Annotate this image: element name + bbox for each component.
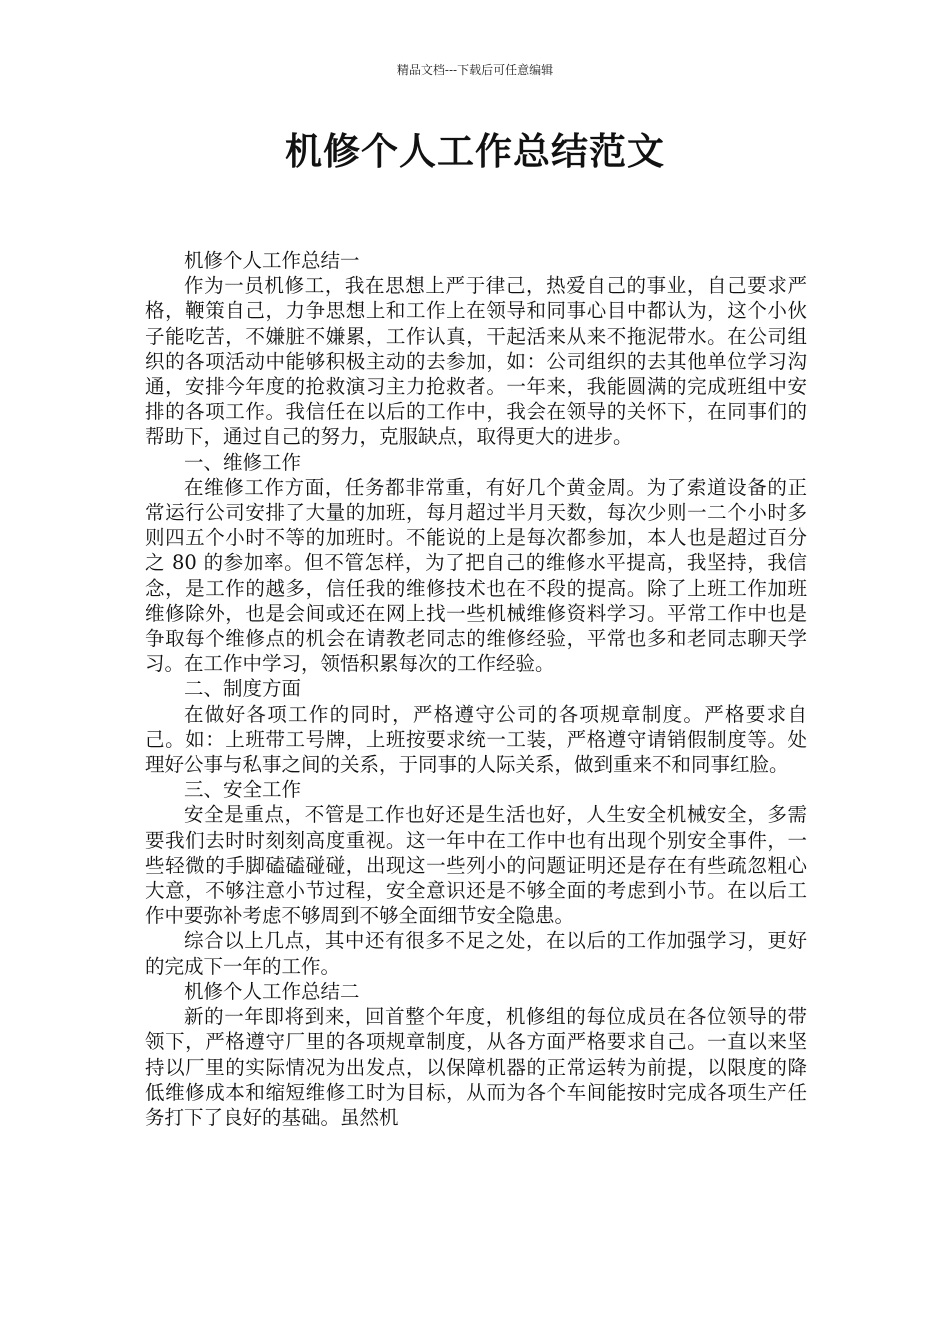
body-paragraph: 综合以上几点，其中还有很多不足之处，在以后的工作加强学习，更好的完成下一年的工作。 — [145, 929, 807, 978]
body-paragraph: 安全是重点，不管是工作也好还是生活也好，人生安全机械安全，多需要我们去时时刻刻高度重视。这一年中在工作中也有出现个别安全事件，一些轻微的手脚磕磕碰碰，出现这一些列小的问题证明还是存在有些疏忽粗心大意，不够注意小节过程，安全意识还是不够全面的考虑到小节。在以后工作中要弥补考虑不够周到不够全面细节安全隐患。 — [145, 803, 807, 928]
section-heading: 三、安全工作 — [184, 778, 302, 802]
section-heading: 二、制度方面 — [184, 677, 302, 701]
body-paragraph: 在维修工作方面，任务都非常重，有好几个黄金周。为了索道设备的正常运行公司安排了大量的加班，每月超过半月天数，每次少则一二个小时多则四五个小时不等的加班时。不能说的上是每次都参加，本人也是超过百分之 80 的参加率。但不管怎样，为了把自己的维修水平提高，我坚持，我信念，是工作的越多，信任我的维修技术也在不段的提高。除了上班工作加班维修除外，也是会间或还在网上找一些机械维修资料学习。平常工作中也是争取每个维修点的机会在请教老同志的维修经验，平常也多和老同志聊天学习。在工作中学习，领悟积累每次的工作经验。 — [145, 475, 807, 676]
document-title: 机修个人工作总结范文 — [285, 130, 665, 173]
body-paragraph: 在做好各项工作的同时，严格遵守公司的各项规章制度。严格要求自己。如：上班带工号牌，上班按要求统一工装，严格遵守请销假制度等。处理好公事与私事之间的关系，于同事的人际关系，做到重来不和同事红脸。 — [145, 702, 807, 777]
section-heading: 机修个人工作总结一 — [184, 249, 360, 272]
section-heading: 机修个人工作总结二 — [184, 979, 360, 1003]
body-paragraph: 作为一员机修工，我在思想上严于律己，热爱自己的事业，自己要求严格，鞭策自己，力争思想上和工作上在领导和同事心目中都认为，这个小伙子能吃苦，不嫌脏不嫌累，工作认真，干起活来从来不拖泥带水。在公司组织的各项活动中能够积极主动的去参加，如：公司组织的去其他单位学习沟通，安排今年度的抢救演习主力抢救者。一年来，我能圆满的完成班组中安排的各项工作。我信任在以后的工作中，我会在领导的关怀下，在同事们的帮助下，通过自己的努力，克服缺点，取得更大的进步。 — [145, 274, 807, 449]
header-note: 精品文档---下载后可任意编辑 — [396, 63, 554, 77]
document-body — [145, 248, 807, 1130]
body-paragraph: 新的一年即将到来，回首整个年度，机修组的每位成员在各位领导的带领下，严格遵守厂里的各项规章制度，从各方面严格要求自己。一直以来坚持以厂里的实际情况为出发点，以保障机器的正常运转为前提，以限度的降低维修成本和缩短维修工时为目标，从而为各个车间能按时完成各项生产任务打下了良好的基础。虽然机 — [145, 1005, 807, 1129]
section-heading: 一、维修工作 — [184, 450, 302, 474]
